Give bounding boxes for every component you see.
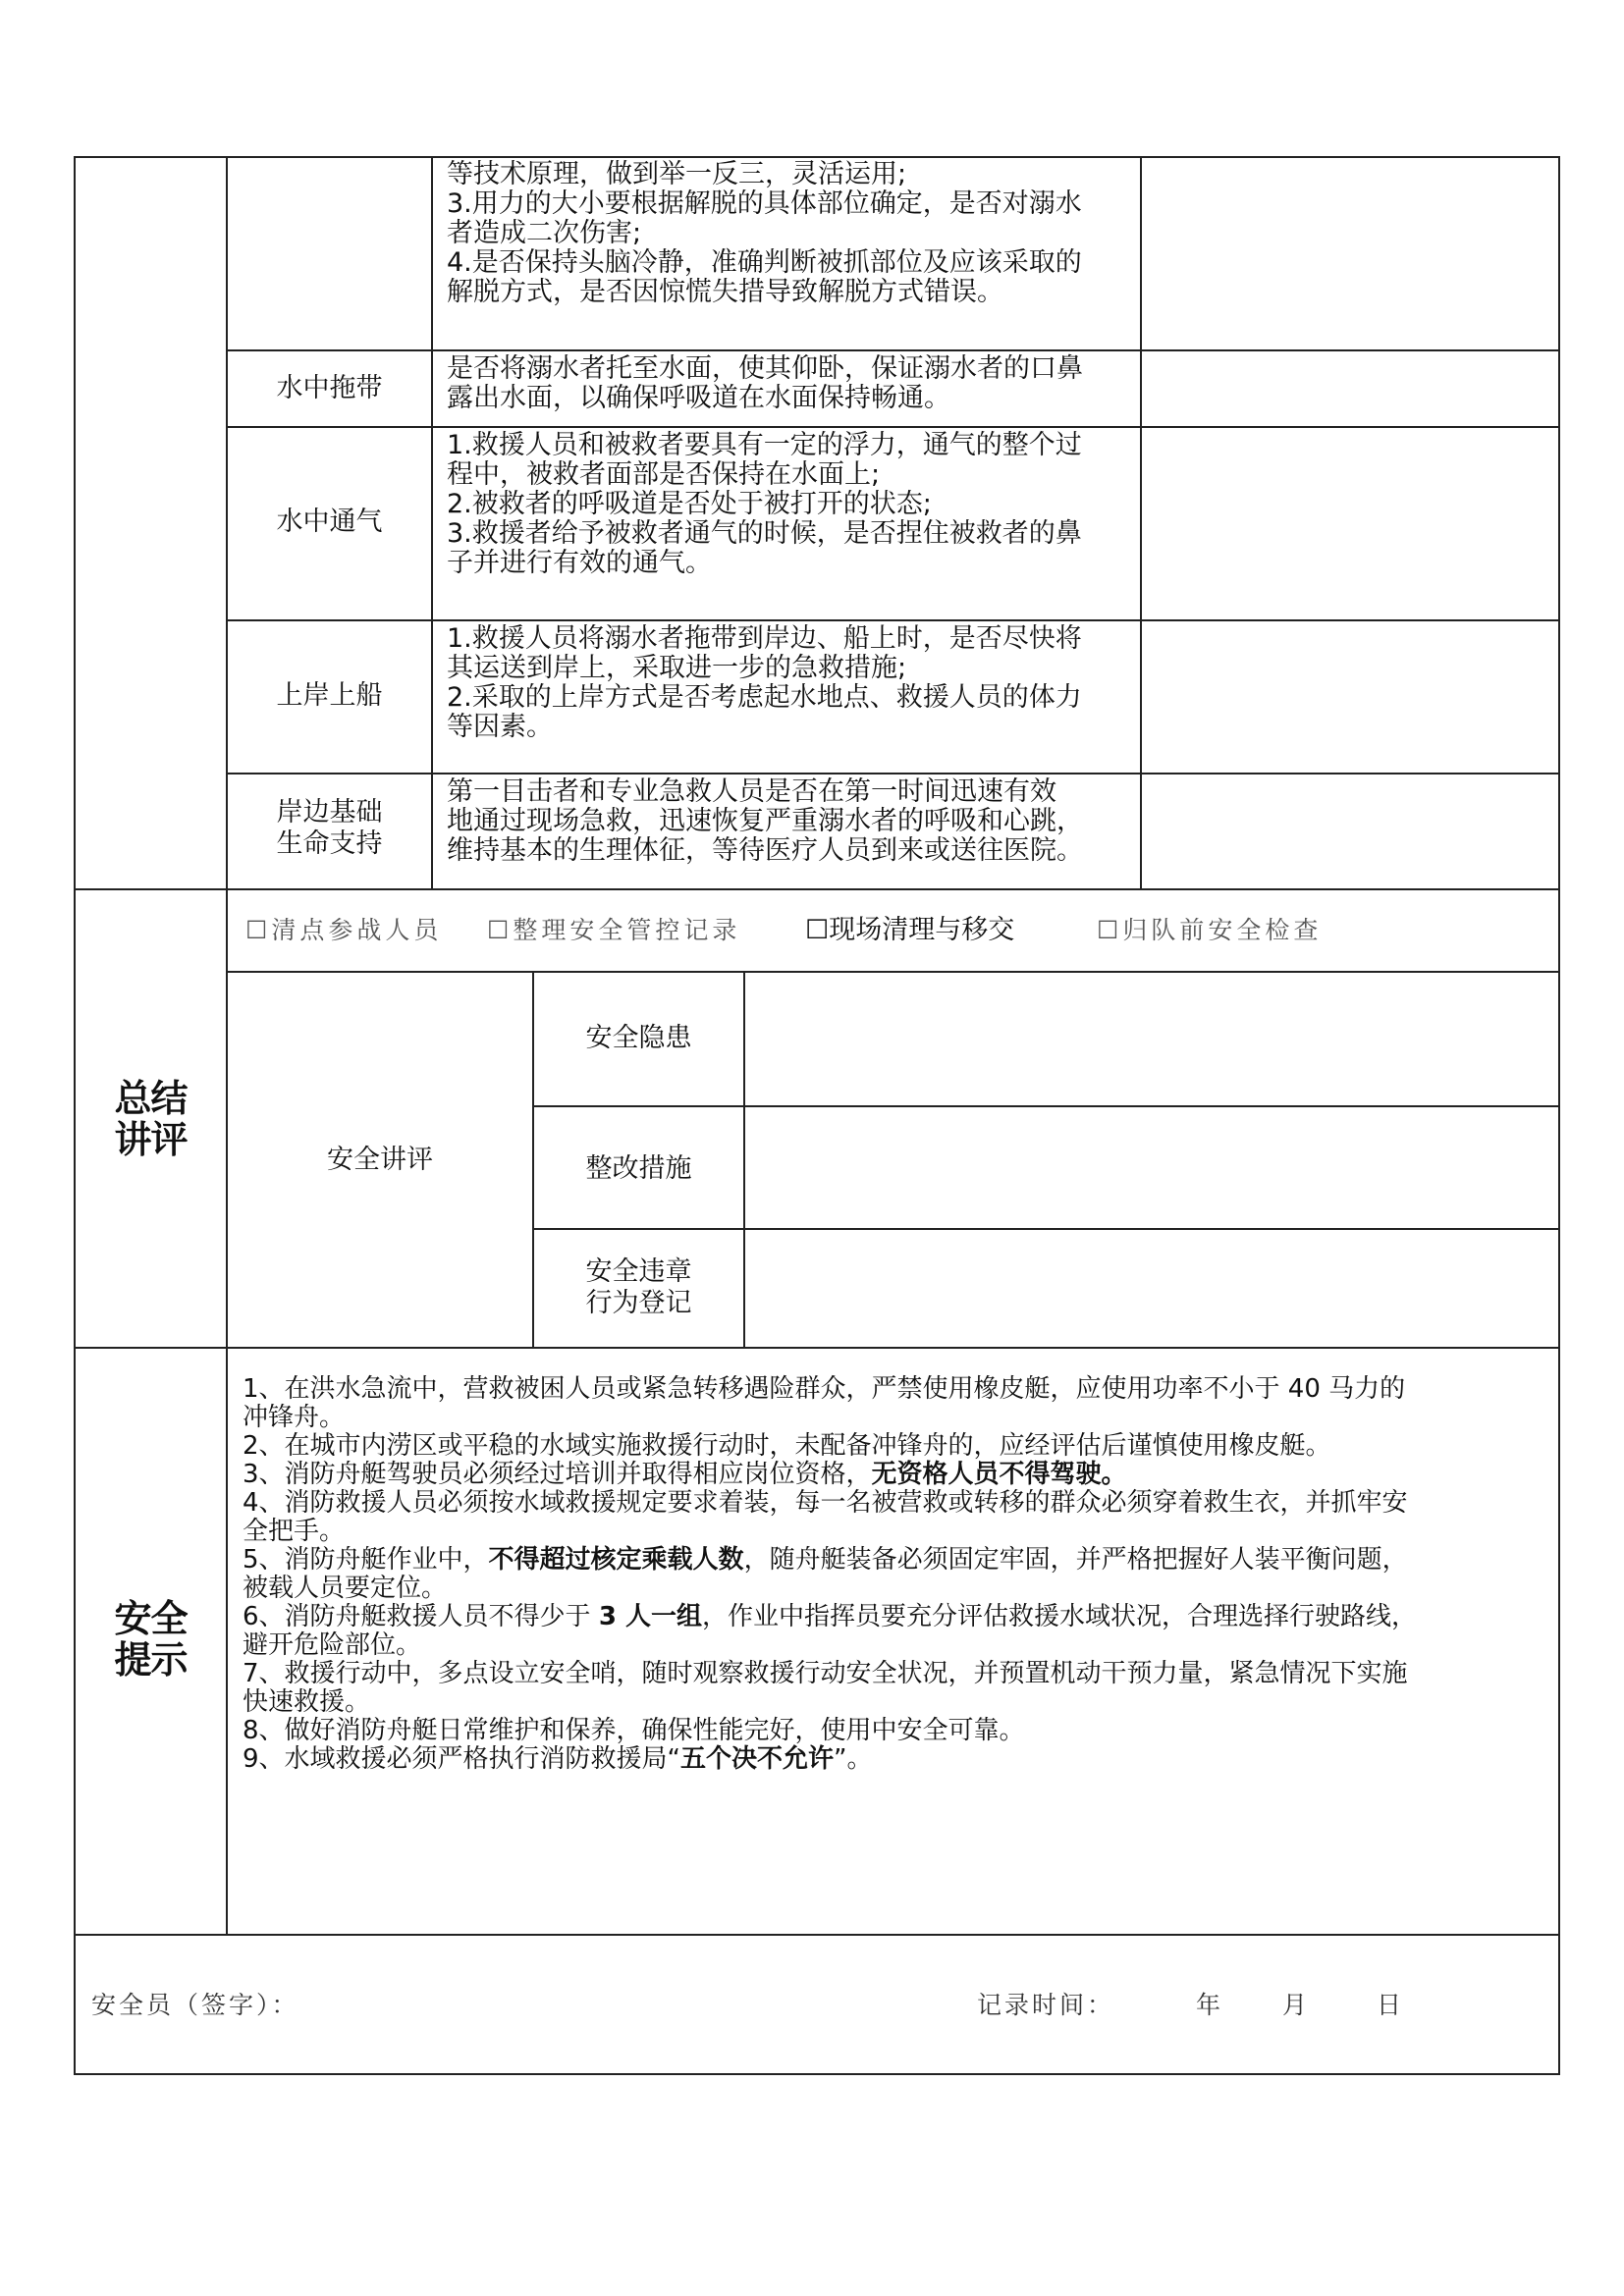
checkbox-site-handover[interactable]: ☐现场清理与移交: [805, 915, 1015, 945]
checkbox-return-check[interactable]: ☐归队前安全检查: [1097, 916, 1323, 944]
safety-officer-signature-field[interactable]: [334, 1973, 923, 2032]
border-right: [1558, 156, 1560, 2075]
row-label-boarding: 上岸上船: [276, 680, 383, 711]
border-bottom: [74, 2073, 1560, 2075]
tips-top: [74, 1347, 1560, 1349]
tips-bottom: [74, 1934, 1560, 1936]
criteria-text-ventilation: 1.救援人员和被救者要具有一定的浮力，通气的整个过 程中，被救者面部是否保持在水面上; 2.被救者的呼吸道是否处于被打开的状态; 3.救援者给予被救者通气的时候，是否捏住被救者的鼻 子并进行有效的通气。: [447, 430, 1082, 578]
record-time-label: 记录时间：: [977, 1991, 1115, 2019]
record-month-label: 月: [1282, 1991, 1311, 2019]
tip-item: 5、消防舟艇作业中，不得超过核定乘载人数，随舟艇装备必须固定牢固，并严格把握好人装平衡问题， 被载人员要定位。: [243, 1545, 1408, 1603]
summary-section-title: 总结 讲评: [114, 1077, 188, 1161]
row-sep-3: [226, 619, 1559, 621]
violation-field[interactable]: [745, 1230, 1558, 1347]
hazard-field[interactable]: [745, 973, 1558, 1105]
tip-item: 7、救援行动中，多点设立安全哨，随时观察救援行动安全状况，并预置机动干预力量，紧急情况下实施 快速救援。: [243, 1659, 1408, 1717]
safety-tips-list: [243, 1375, 1548, 1774]
checkbox-count-personnel[interactable]: ☐清点参战人员: [245, 916, 443, 944]
tip-item: 4、消防救援人员必须按水域救援规定要求着装，每一名被营救或转移的群众必须穿着救生衣，并抓牢安 全把手。: [243, 1488, 1408, 1546]
safety-officer-signature-label: 安全员（签字）：: [91, 1991, 299, 2019]
tip-item: 8、做好消防舟艇日常维护和保养，确保性能完好，使用中安全可靠。: [243, 1716, 1025, 1745]
tip-item: 9、水域救援必须严格执行消防救援局“五个决不允许”。: [243, 1744, 873, 1774]
criteria-text-boarding: 1.救援人员将溺水者拖带到岸边、船上时，是否尽快将 其运送到岸上，采取进一步的急救措施; 2.采取的上岸方式是否考虑起水地点、救援人员的体力 等因素。: [447, 623, 1082, 742]
col-sep-1: [226, 156, 228, 1936]
tip-item: 2、在城市内涝区或平稳的水域实施救援行动时，未配备冲锋舟的，应经评估后谨慎使用橡皮艇。: [243, 1431, 1331, 1461]
criteria-text-towing: 是否将溺水者托至水面，使其仰卧，保证溺水者的口鼻 露出水面，以确保呼吸道在水面保持畅通。: [447, 353, 1083, 413]
row-label-towing: 水中拖带: [276, 373, 383, 403]
checkbox-safety-record[interactable]: ☐整理安全管控记录: [487, 916, 741, 944]
border-top: [74, 156, 1560, 158]
tip-item: 6、消防舟艇救援人员不得少于 3 人一组，作业中指挥员要充分评估救援水域状况，合理选择行驶路线， 避开危险部位。: [243, 1602, 1417, 1660]
summary-top: [74, 888, 1560, 890]
violation-label: 安全违章 行为登记: [585, 1256, 692, 1318]
tip-item: 1、在洪水急流中，营救被困人员或紧急转移遇险群众，严禁使用橡皮艇，应使用功率不小于 40 马力的 冲锋舟。: [243, 1374, 1406, 1432]
criteria-text-row-1: 等技术原理，做到举一反三，灵活运用; 3.用力的大小要根据解脱的具体部位确定，是否对溺水 者造成二次伤害; 4.是否保持头脑冷静，准确判断被抓部位及应该采取的 解脱方式，是否因惊慌失措导致解脱方式错误。: [447, 159, 1082, 307]
tips-section-title: 安全 提示: [114, 1597, 188, 1682]
criteria-text-bls: 第一目击者和专业急救人员是否在第一时间迅速有效 地通过现场急救，迅速恢复严重溺水者的呼吸和心跳， 维持基本的生理体征，等待医疗人员到来或送往医院。: [447, 776, 1083, 866]
row-sep-2: [226, 426, 1559, 428]
rectification-field[interactable]: [745, 1107, 1558, 1228]
col-sep-2: [431, 156, 433, 889]
row-sep-4: [226, 773, 1559, 774]
row-label-bls: 岸边基础 生命支持: [276, 797, 383, 859]
tip-item: 3、消防舟艇驾驶员必须经过培训并取得相应岗位资格，无资格人员不得驾驶。: [243, 1460, 1127, 1489]
record-year-label: 年: [1196, 1991, 1224, 2019]
record-day-label: 日: [1377, 1991, 1405, 2019]
row-label-ventilation: 水中通气: [276, 507, 383, 537]
safety-review-label: 安全讲评: [327, 1145, 433, 1175]
hazard-label: 安全隐患: [585, 1023, 692, 1053]
row-sep-1: [226, 349, 1559, 351]
rectification-label: 整改措施: [585, 1153, 692, 1184]
